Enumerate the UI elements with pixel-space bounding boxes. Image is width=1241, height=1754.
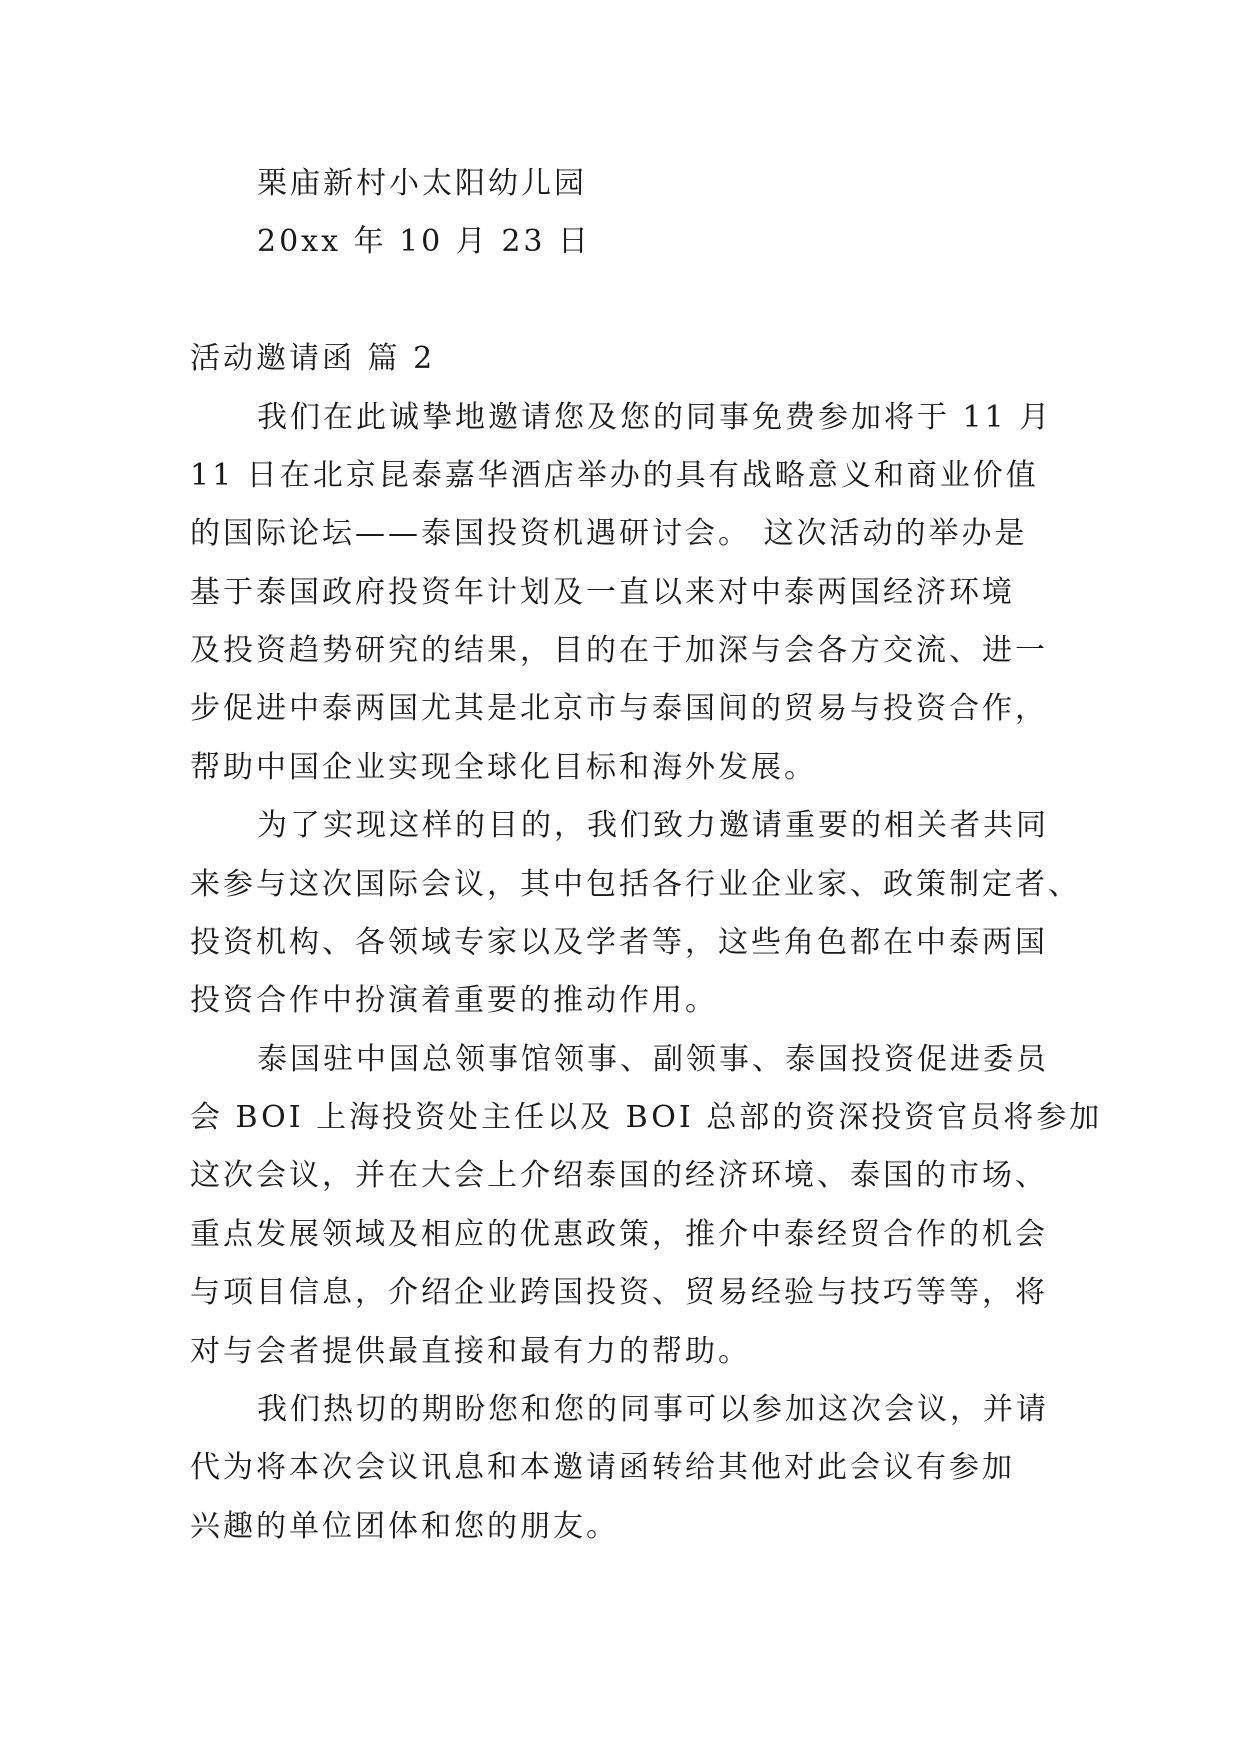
paragraph-line: 为了实现这样的目的，我们致力邀请重要的相关者共同 bbox=[257, 808, 1049, 843]
paragraph-line: 帮助中国企业实现全球化目标和海外发展。 bbox=[190, 750, 817, 785]
signature-org: 栗庙新村小太阳幼儿园 bbox=[257, 166, 587, 201]
paragraph-line: 这次会议，并在大会上介绍泰国的经济环境、泰国的市场、 bbox=[190, 1158, 1048, 1193]
paragraph-line: 投资机构、各领域专家以及学者等，这些角色都在中泰两国 bbox=[190, 925, 1048, 960]
paragraph-line: 对与会者提供最直接和最有力的帮助。 bbox=[190, 1334, 751, 1369]
signature-date: 20xx 年 10 月 23 日 bbox=[257, 224, 592, 259]
paragraph-line: 基于泰国政府投资年计划及一直以来对中泰两国经济环境 bbox=[190, 575, 1015, 610]
paragraph-line: 与项目信息，介绍企业跨国投资、贸易经验与技巧等等，将 bbox=[190, 1275, 1048, 1310]
paragraph-line: 步促进中泰两国尤其是北京市与泰国间的贸易与投资合作， bbox=[190, 691, 1048, 726]
paragraph-line: 的国际论坛——泰国投资机遇研讨会。 这次活动的举办是 bbox=[190, 516, 1028, 551]
paragraph-line: 会 BOI 上海投资处主任以及 BOI 总部的资深投资官员将参加 bbox=[190, 1100, 1103, 1135]
paragraph-line: 来参与这次国际会议，其中包括各行业企业家、政策制定者、 bbox=[190, 867, 1081, 902]
paragraph-line: 我们在此诚挚地邀请您及您的同事免费参加将于 11 月 bbox=[257, 400, 1053, 435]
paragraph-line: 投资合作中扮演着重要的推动作用。 bbox=[190, 983, 718, 1018]
paragraph-line: 兴趣的单位团体和您的朋友。 bbox=[190, 1509, 619, 1544]
paragraph-line: 泰国驻中国总领事馆领事、副领事、泰国投资促进委员 bbox=[257, 1042, 1049, 1077]
paragraph-line: 我们热切的期盼您和您的同事可以参加这次会议，并请 bbox=[257, 1392, 1049, 1427]
paragraph-line: 代为将本次会议讯息和本邀请函转给其他对此会议有参加 bbox=[190, 1450, 1015, 1485]
paragraph-line: 11 日在北京昆泰嘉华酒店举办的具有战略意义和商业价值 bbox=[190, 458, 1039, 493]
paragraph-line: 及投资趋势研究的结果，目的在于加深与会各方交流、进一 bbox=[190, 633, 1048, 668]
section-heading: 活动邀请函 篇 2 bbox=[190, 341, 436, 376]
paragraph-line: 重点发展领域及相应的优惠政策，推介中泰经贸合作的机会 bbox=[190, 1217, 1048, 1252]
